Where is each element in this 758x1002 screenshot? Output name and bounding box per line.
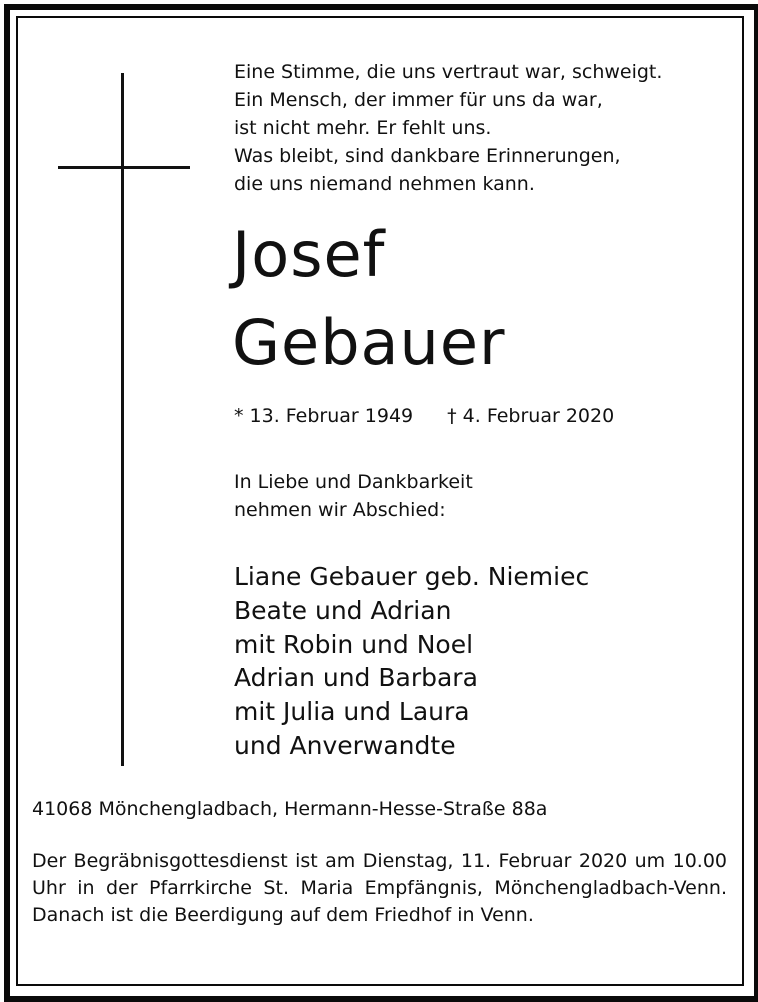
cross-icon-horizontal-bar xyxy=(58,166,190,169)
mourner-line: und Anverwandte xyxy=(234,730,456,760)
verse-line: Eine Stimme, die uns vertraut war, schweigt. xyxy=(234,61,663,83)
cross-icon-vertical-bar xyxy=(121,73,124,766)
mourners-list xyxy=(234,560,589,763)
verse-line: Ein Mensch, der immer für uns da war, xyxy=(234,89,603,111)
family-address: 41068 Mönchengladbach, Hermann-Hesse-Straße 88a xyxy=(32,798,548,820)
mourner-line: Adrian und Barbara xyxy=(234,663,478,693)
memorial-verse xyxy=(234,58,662,198)
funeral-service-notice: Der Begräbnisgottesdienst ist am Dienstag, 11. Februar 2020 um 10.00 Uhr in der Pfarrkirche St. Maria Empfängnis, Mönchengladbach-Venn. Danach ist die Beerdigung auf dem Friedhof in Venn. xyxy=(32,850,727,926)
farewell-line: nehmen wir Abschied: xyxy=(234,499,446,521)
mourner-line: mit Julia und Laura xyxy=(234,697,470,727)
farewell-text xyxy=(234,468,473,524)
deceased-first-name: Josef xyxy=(232,218,386,291)
deceased-last-name: Gebauer xyxy=(232,306,506,379)
verse-line: Was bleibt, sind dankbare Erinnerungen, xyxy=(234,145,621,167)
mourner-line: Liane Gebauer geb. Niemiec xyxy=(234,562,590,591)
birth-date: * 13. Februar 1949 xyxy=(234,405,414,427)
farewell-line: In Liebe und Dankbarkeit xyxy=(234,471,473,493)
verse-line: die uns niemand nehmen kann. xyxy=(234,173,535,195)
mourner-line: Beate und Adrian xyxy=(234,595,452,625)
life-dates xyxy=(234,402,614,430)
verse-line: ist nicht mehr. Er fehlt uns. xyxy=(234,117,492,139)
mourner-line: mit Robin und Noel xyxy=(234,629,474,659)
death-date: † 4. Februar 2020 xyxy=(447,405,615,427)
